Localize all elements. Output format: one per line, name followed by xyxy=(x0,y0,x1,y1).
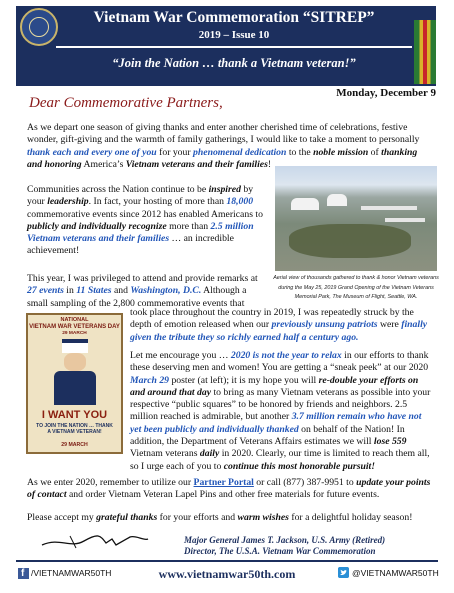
paragraph-events: This year, I was privileged to attend and provide remarks at 27 events in 11 States and Washington, D.C. Although a small sampling of the 2,800 commemorative events that xyxy=(27,273,258,309)
header-divider xyxy=(56,46,412,48)
aerial-event-photo xyxy=(275,166,437,271)
tagline: “Join the Nation … thank a Vietnam veteran!” xyxy=(112,56,356,70)
facebook-handle[interactable]: /VIETNAMWAR50TH xyxy=(31,568,112,578)
signature-name: Major General James T. Jackson, U.S. Army (Retired) xyxy=(184,535,386,545)
signature-block xyxy=(184,535,385,556)
facebook-icon[interactable]: f xyxy=(18,568,29,579)
uncle-sam-icon xyxy=(50,339,100,405)
paragraph-events-continued: took place throughout the country in 2019, I was repeatedly struck by the depth of emotion released when our previously unsung patriots were finally given the tribute they so richly earned half a century ago. xyxy=(130,307,428,343)
signature-title: Director, The U.S.A. Vietnam War Commemoration xyxy=(184,545,376,556)
veterans-day-poster: NATIONAL VIETNAM WAR VETERANS DAY 29 MARCH I WANT YOU TO JOIN THE NATION … THANK A VIETNAM VETERAN! 29 MARCH xyxy=(26,313,123,454)
footer-divider xyxy=(16,560,438,562)
issue-number: 2019 – Issue 10 xyxy=(198,29,270,41)
website-url[interactable]: www.vietnamwar50th.com xyxy=(158,567,296,581)
greeting: Dear Commemorative Partners, xyxy=(29,95,223,111)
paragraph-encourage: Let me encourage you … 2020 is not the year to relax in our efforts to thank these deserving men and women! You are getting a “sneak peek” at our 2020 March 29 poster (at left); it is my hope you will re-double your efforts on and around that day to bring as many Vietnam veterans as possible into your respective “public squares” to be honored by friends and neighbors. 2.5 million reached is admirable, but another 3.7 million remain who have not yet been publicly and individually thanked on behalf of the Nation! In addition, the Department of Veterans Affairs estimates we will lose 559 Vietnam veterans daily in 2020. Clearly, our time is limited to reach them all, so I urge each of you to continue this most honorable pursuit! xyxy=(130,350,431,472)
header-banner xyxy=(16,6,436,86)
newsletter-title: Vietnam War Commemoration “SITREP” xyxy=(93,9,375,26)
service-ribbon-icon xyxy=(414,20,436,84)
signature-image xyxy=(40,533,150,551)
paragraph-thanks: As we depart one season of giving thanks and enter another cherished time of celebrations, festive wonder, gift-giving and the warmth of family gatherings, I would like to take a moment to personally thank each and every one of you for your phenomenal dedication to the noble mission of thanking and honoring America’s Vietnam veterans and their families! xyxy=(27,122,420,170)
commemoration-seal-icon xyxy=(20,8,58,46)
partner-portal-link[interactable]: Partner Portal xyxy=(193,477,254,488)
paragraph-partner-portal: As we enter 2020, remember to utilize our Partner Portal or call (877) 387-9951 to update your points of contact and order Vietnam Veteran Lapel Pins and other free materials for future events. xyxy=(27,477,431,501)
paragraph-leadership: Communities across the Nation continue to be inspired by your leadership. In fact, your hosting of more than 18,000 commemorative events since 2012 has enabled Americans to publicly and individually recognize more than 2.5 million Vietnam veterans and their families … an incredible achievement! xyxy=(27,184,263,257)
twitter-icon[interactable] xyxy=(338,567,349,578)
paragraph-closing: Please accept my grateful thanks for your efforts and warm wishes for a delightful holiday season! xyxy=(27,512,413,523)
twitter-handle[interactable]: @VIETNAMWAR50TH xyxy=(352,568,439,578)
issue-date: Monday, December 9 xyxy=(336,87,436,99)
photo-caption: Aerial view of thousands gathered to thank & honor Vietnam veterans during the May 25, 2019 Grand Opening of the Vietnam Veterans Memorial Park, The Museum of Flight, Seattle, WA. xyxy=(273,275,439,300)
